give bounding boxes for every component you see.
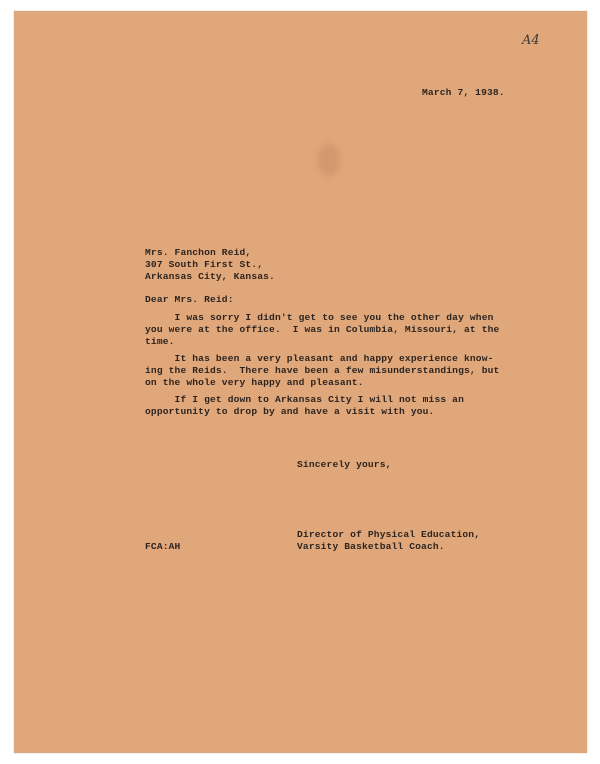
paper-smudge [318, 143, 340, 177]
signature-title-1: Director of Physical Education, [297, 529, 481, 540]
recipient-city: Arkansas City, Kansas. [145, 271, 275, 282]
body-line: on the whole very happy and pleasant. [145, 377, 364, 388]
recipient-street: 307 South First St., [145, 259, 264, 270]
body-line: opportunity to drop by and have a visit with you. [145, 406, 435, 417]
recipient-name: Mrs. Fanchon Reid, [145, 247, 252, 258]
body-line: you were at the office. I was in Columbia, Missouri, at the [145, 324, 500, 335]
body-line: I was sorry I didn't get to see you the other day when [145, 312, 494, 323]
letter-date: March 7, 1938. [422, 87, 505, 98]
archive-mark: A4 [522, 33, 540, 48]
body-line: time. [145, 336, 175, 347]
body-line: ing the Reids. There have been a few misunderstandings, but [145, 365, 500, 376]
signature-title-2: Varsity Basketball Coach. [297, 541, 445, 552]
body-line: If I get down to Arkansas City I will not miss an [145, 394, 464, 405]
body-line: It has been a very pleasant and happy experience know- [145, 353, 494, 364]
salutation: Dear Mrs. Reid: [145, 294, 234, 305]
reference-initials: FCA:AH [145, 541, 181, 552]
letter-page [14, 11, 587, 753]
closing: Sincerely yours, [297, 459, 392, 470]
